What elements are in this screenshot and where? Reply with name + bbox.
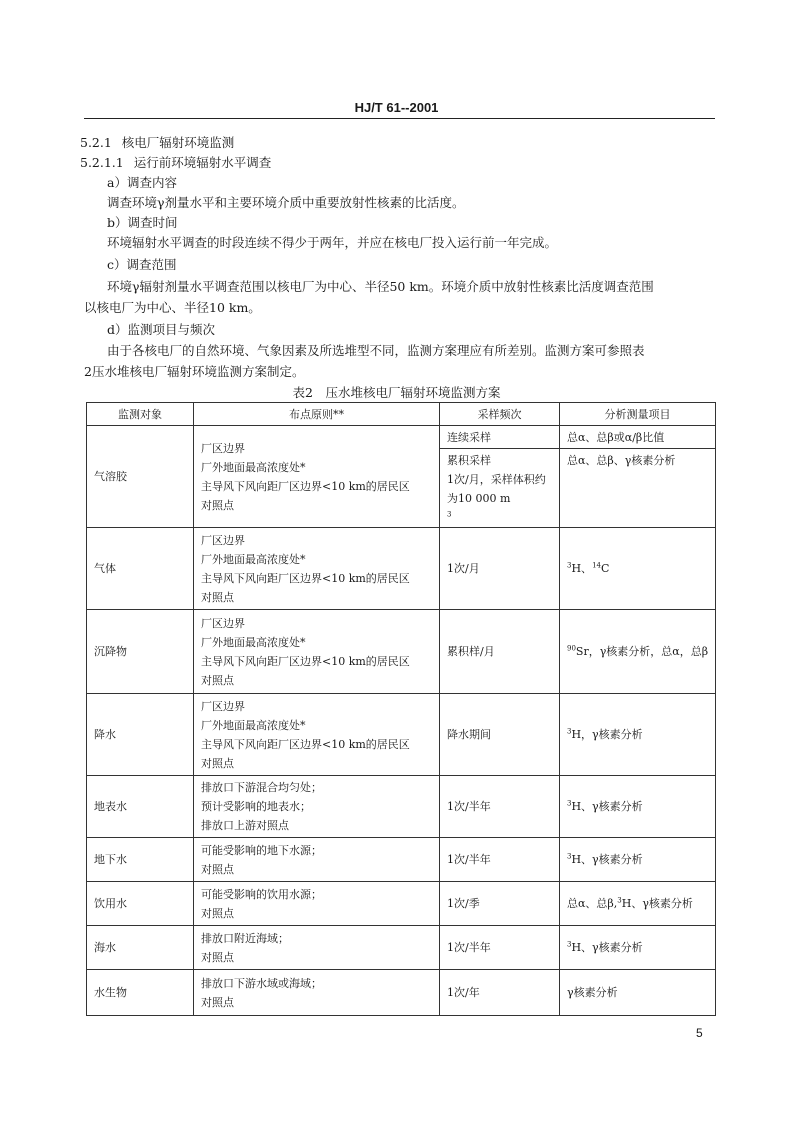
- object-aerosol: 气溶胶: [87, 426, 194, 528]
- site-line: 排放口下游混合均匀处；: [201, 781, 322, 794]
- items-aquatic: γ核素分析: [560, 970, 716, 1016]
- site-line: 对照点: [201, 862, 234, 876]
- table-row: [87, 776, 716, 838]
- site-line: 厂外地面最高浓度处*: [201, 460, 306, 474]
- items-text: H、γ核素分析: [571, 853, 643, 866]
- section-heading: [80, 135, 234, 151]
- freq-aquatic: 1次/年: [440, 970, 560, 1016]
- site-line: 对照点: [201, 995, 234, 1009]
- items-text: H、γ核素分析: [571, 800, 643, 813]
- freq-line: [447, 489, 559, 527]
- table-header-row: [87, 403, 716, 426]
- freq-precipitation: 降水期间: [440, 694, 560, 776]
- object-drinking-water: 饮用水: [87, 882, 194, 926]
- header-frequency: 采样频次: [440, 403, 560, 426]
- item-d-text-2: 2压水堆核电厂辐射环境监测方案制定。: [84, 364, 305, 379]
- superscript: 90: [567, 644, 576, 653]
- items-text: H，γ核素分析: [571, 728, 643, 741]
- sites-surface-water: [194, 776, 440, 838]
- items-drinking-water: [560, 882, 716, 926]
- header-divider: [84, 118, 715, 119]
- items-deposition: [560, 610, 716, 694]
- sites-aerosol: [194, 426, 440, 528]
- sites-gas: [194, 528, 440, 610]
- object-groundwater: 地下水: [87, 838, 194, 882]
- site-line: 预计受影响的地表水；: [201, 800, 311, 813]
- items-precipitation: [560, 694, 716, 776]
- sites-seawater: [194, 926, 440, 970]
- monitoring-table: [86, 402, 716, 1016]
- superscript: 3: [567, 561, 572, 570]
- site-line: 厂区边界: [201, 699, 245, 713]
- object-deposition: 沉降物: [87, 610, 194, 694]
- header-items: 分析测量项目: [560, 403, 716, 426]
- site-line: 厂外地面最高浓度处*: [201, 552, 306, 566]
- table-row: [87, 694, 716, 776]
- object-surface-water: 地表水: [87, 776, 194, 838]
- item-d-text-1: 由于各核电厂的自然环境、气象因素及所选堆型不同，监测方案理应有所差别。监测方案可参照表: [107, 343, 645, 358]
- header-sites: 布点原则**: [194, 403, 440, 426]
- superscript: 3: [567, 727, 572, 736]
- site-line: 对照点: [201, 590, 234, 604]
- superscript: 3: [447, 510, 452, 519]
- items-aerosol-cumulative: 总α、总β、γ核素分析: [560, 449, 716, 528]
- site-line: 主导风下风向距厂区边界<10 km的居民区: [201, 479, 410, 493]
- site-line: 厂区边界: [201, 441, 245, 455]
- freq-line: 1次/月，采样体积约: [447, 473, 546, 486]
- site-line: 厂区边界: [201, 533, 245, 547]
- freq-aerosol-cumulative: [440, 449, 560, 528]
- items-aerosol-continuous: 总α、总β或α/β比值: [560, 426, 716, 449]
- table-row: [87, 970, 716, 1016]
- section-number: 5.2.1: [80, 135, 112, 150]
- item-c-label: c）调查范围: [107, 257, 177, 272]
- table-caption: 表2 压水堆核电厂辐射环境监测方案: [292, 385, 501, 400]
- item-a-text: 调查环境γ剂量水平和主要环境介质中重要放射性核素的比活度。: [107, 195, 465, 210]
- site-line: 对照点: [201, 756, 234, 770]
- freq-seawater: 1次/半年: [440, 926, 560, 970]
- freq-groundwater: 1次/半年: [440, 838, 560, 882]
- superscript: 3: [567, 799, 572, 808]
- freq-gas: 1次/月: [440, 528, 560, 610]
- sites-aquatic: [194, 970, 440, 1016]
- object-gas: 气体: [87, 528, 194, 610]
- items-groundwater: [560, 838, 716, 882]
- items-text: H、: [571, 562, 593, 575]
- object-seawater: 海水: [87, 926, 194, 970]
- section-title: 核电厂辐射环境监测: [121, 135, 235, 150]
- site-line: 厂外地面最高浓度处*: [201, 635, 306, 649]
- superscript: 3: [567, 940, 572, 949]
- items-seawater: [560, 926, 716, 970]
- site-line: 排放口上游对照点: [201, 819, 289, 832]
- table-row: [87, 528, 716, 610]
- item-a-label: a）调查内容: [107, 175, 177, 190]
- site-line: 厂区边界: [201, 616, 245, 630]
- items-text: 总α、总β,: [567, 897, 618, 910]
- items-text: Sr，γ核素分析，总α，总β: [575, 645, 709, 658]
- site-line: 主导风下风向距厂区边界<10 km的居民区: [201, 737, 410, 751]
- freq-drinking-water: 1次/季: [440, 882, 560, 926]
- freq-text: 为10 000 m: [447, 492, 511, 505]
- freq-line: 累积采样: [447, 454, 491, 467]
- item-c-text-1: 环境γ辐射剂量水平调查范围以核电厂为中心、半径50 km。环境介质中放射性核素比活度调查范围: [107, 279, 654, 294]
- site-line: 厂外地面最高浓度处*: [201, 718, 306, 732]
- freq-aerosol-continuous: 连续采样: [440, 426, 560, 449]
- site-line: 排放口附近海域；: [201, 931, 289, 945]
- item-b-text: 环境辐射水平调查的时段连续不得少于两年，并应在核电厂投入运行前一年完成。: [107, 235, 558, 250]
- table-row: [87, 610, 716, 694]
- freq-deposition: 累积样/月: [440, 610, 560, 694]
- item-d-label: d）监测项目与频次: [107, 322, 216, 337]
- subsection-heading: [80, 155, 271, 171]
- table-row: [87, 838, 716, 882]
- object-precipitation: 降水: [87, 694, 194, 776]
- items-surface-water: [560, 776, 716, 838]
- header-object: 监测对象: [87, 403, 194, 426]
- items-text: H、γ核素分析: [571, 941, 643, 954]
- superscript: 3: [617, 896, 622, 905]
- item-c-text-2: 以核电厂为中心、半径10 km。: [84, 300, 261, 315]
- item-b-label: b）调查时间: [107, 215, 178, 230]
- site-line: 对照点: [201, 950, 234, 964]
- standard-code: HJ/T 61--2001: [354, 100, 439, 115]
- superscript: 14: [592, 561, 601, 570]
- site-line: 可能受影响的饮用水源；: [201, 887, 322, 901]
- table-row: [87, 926, 716, 970]
- site-line: 可能受影响的地下水源；: [201, 843, 322, 857]
- site-line: 对照点: [201, 673, 234, 687]
- site-line: 对照点: [201, 906, 234, 920]
- superscript: 3: [567, 852, 572, 861]
- sites-deposition: [194, 610, 440, 694]
- site-line: 主导风下风向距厂区边界<10 km的居民区: [201, 571, 410, 585]
- items-text: C: [600, 562, 610, 575]
- table-row: [87, 426, 716, 449]
- subsection-title: 运行前环境辐射水平调查: [133, 155, 272, 170]
- items-text: H、γ核素分析: [621, 897, 693, 910]
- sites-precipitation: [194, 694, 440, 776]
- subsection-number: 5.2.1.1: [80, 155, 124, 170]
- site-line: 对照点: [201, 498, 234, 512]
- sites-drinking-water: [194, 882, 440, 926]
- sites-groundwater: [194, 838, 440, 882]
- items-gas: [560, 528, 716, 610]
- page-number: 5: [696, 1026, 703, 1040]
- site-line: 排放口下游水域或海域；: [201, 976, 322, 990]
- freq-surface-water: 1次/半年: [440, 776, 560, 838]
- table-row: [87, 882, 716, 926]
- site-line: 主导风下风向距厂区边界<10 km的居民区: [201, 654, 410, 668]
- object-aquatic: 水生物: [87, 970, 194, 1016]
